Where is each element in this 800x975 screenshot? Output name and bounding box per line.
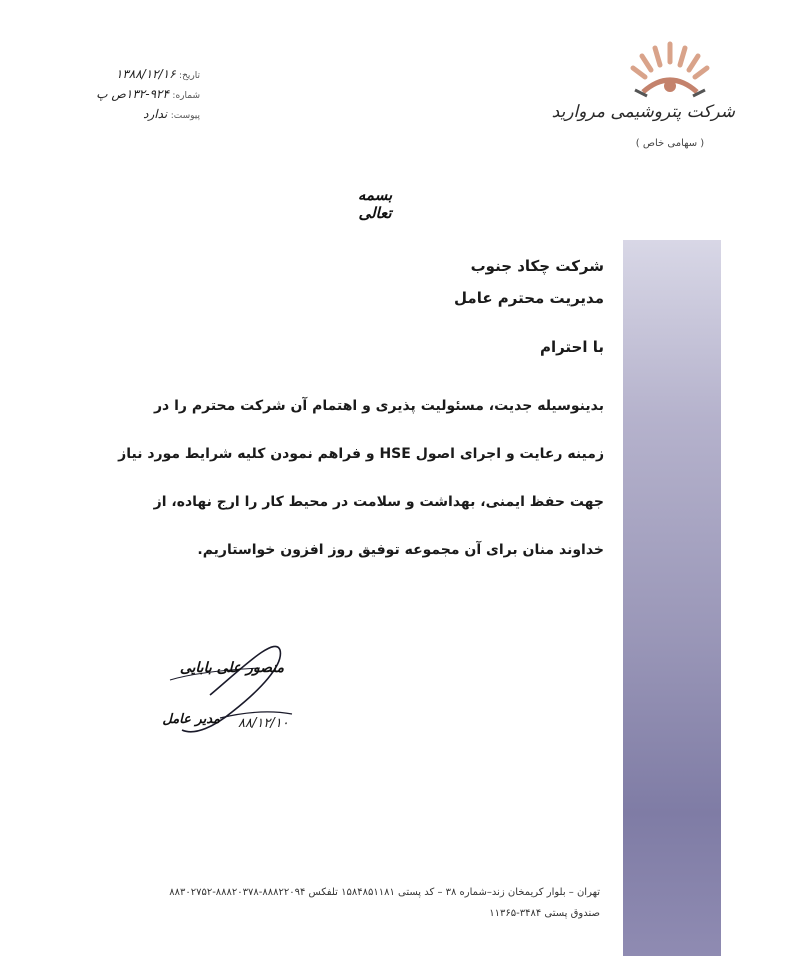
bismillah-heading: بسمه تعالی: [357, 186, 393, 222]
signature-block: [150, 640, 310, 770]
signatory-name: منصور علی بابایی: [179, 660, 284, 676]
greeting: با احترام: [539, 338, 604, 356]
meta-number-label: شماره:: [172, 91, 200, 101]
meta-number-value: ۹۲۴-۱۳۲ص پ: [96, 87, 169, 101]
meta-date-label: تاریخ:: [179, 71, 200, 81]
logo-company-name: شرکت پتروشیمی مروارید: [551, 102, 735, 122]
meta-date-row: [96, 64, 200, 84]
recipient-title: مدیریت محترم عامل: [454, 289, 604, 307]
decorative-side-band: [623, 240, 721, 956]
logo-sunburst-icon: [605, 30, 735, 110]
recipient-company: شرکت چکاد جنوب: [470, 257, 604, 275]
meta-attachment-label: پیوست:: [170, 111, 200, 121]
footer-po-box: صندوق پستی ۳۴۸۴-۱۱۳۶۵: [489, 908, 600, 919]
signature-date: ۸۸/۱۲/۱۰: [238, 716, 289, 731]
company-logo: [551, 30, 735, 160]
logo-company-type: ( سهامی خاص ): [635, 138, 705, 149]
meta-attachment-value: ندارد: [143, 107, 168, 121]
meta-attachment-row: [96, 104, 200, 124]
meta-date-value: ۱۳۸۸/۱۲/۱۶: [115, 67, 176, 81]
recipient-block: [454, 250, 604, 314]
body-line: خداوند منان برای آن مجموعه توفیق روز افزون خواستاریم.: [197, 542, 604, 558]
letter-footer: [160, 882, 600, 924]
meta-number-row: [96, 84, 200, 104]
footer-address: تهران – بلوار کریمخان زند–شماره ۳۸ – کد پستی ۱۵۸۴۸۵۱۱۸۱ تلفکس ۸۸۸۲۲۰۹۴-۸۸۸۲۰۳۷۸-۸۸۳۰۲۷۵۲: [169, 887, 600, 898]
letter-meta: [96, 64, 200, 124]
body-line: بدینوسیله جدیت، مسئولیت پذیری و اهتمام آن شرکت محترم را در: [154, 398, 604, 414]
body-line: جهت حفظ ایمنی، بهداشت و سلامت در محیط کار را ارج نهاده، از: [153, 494, 604, 510]
letter-body: [104, 388, 604, 580]
signatory-position: مدیر عامل: [162, 712, 220, 727]
body-line: زمینه رعایت و اجرای اصول HSE و فراهم نمودن کلیه شرایط مورد نیاز: [118, 446, 604, 462]
